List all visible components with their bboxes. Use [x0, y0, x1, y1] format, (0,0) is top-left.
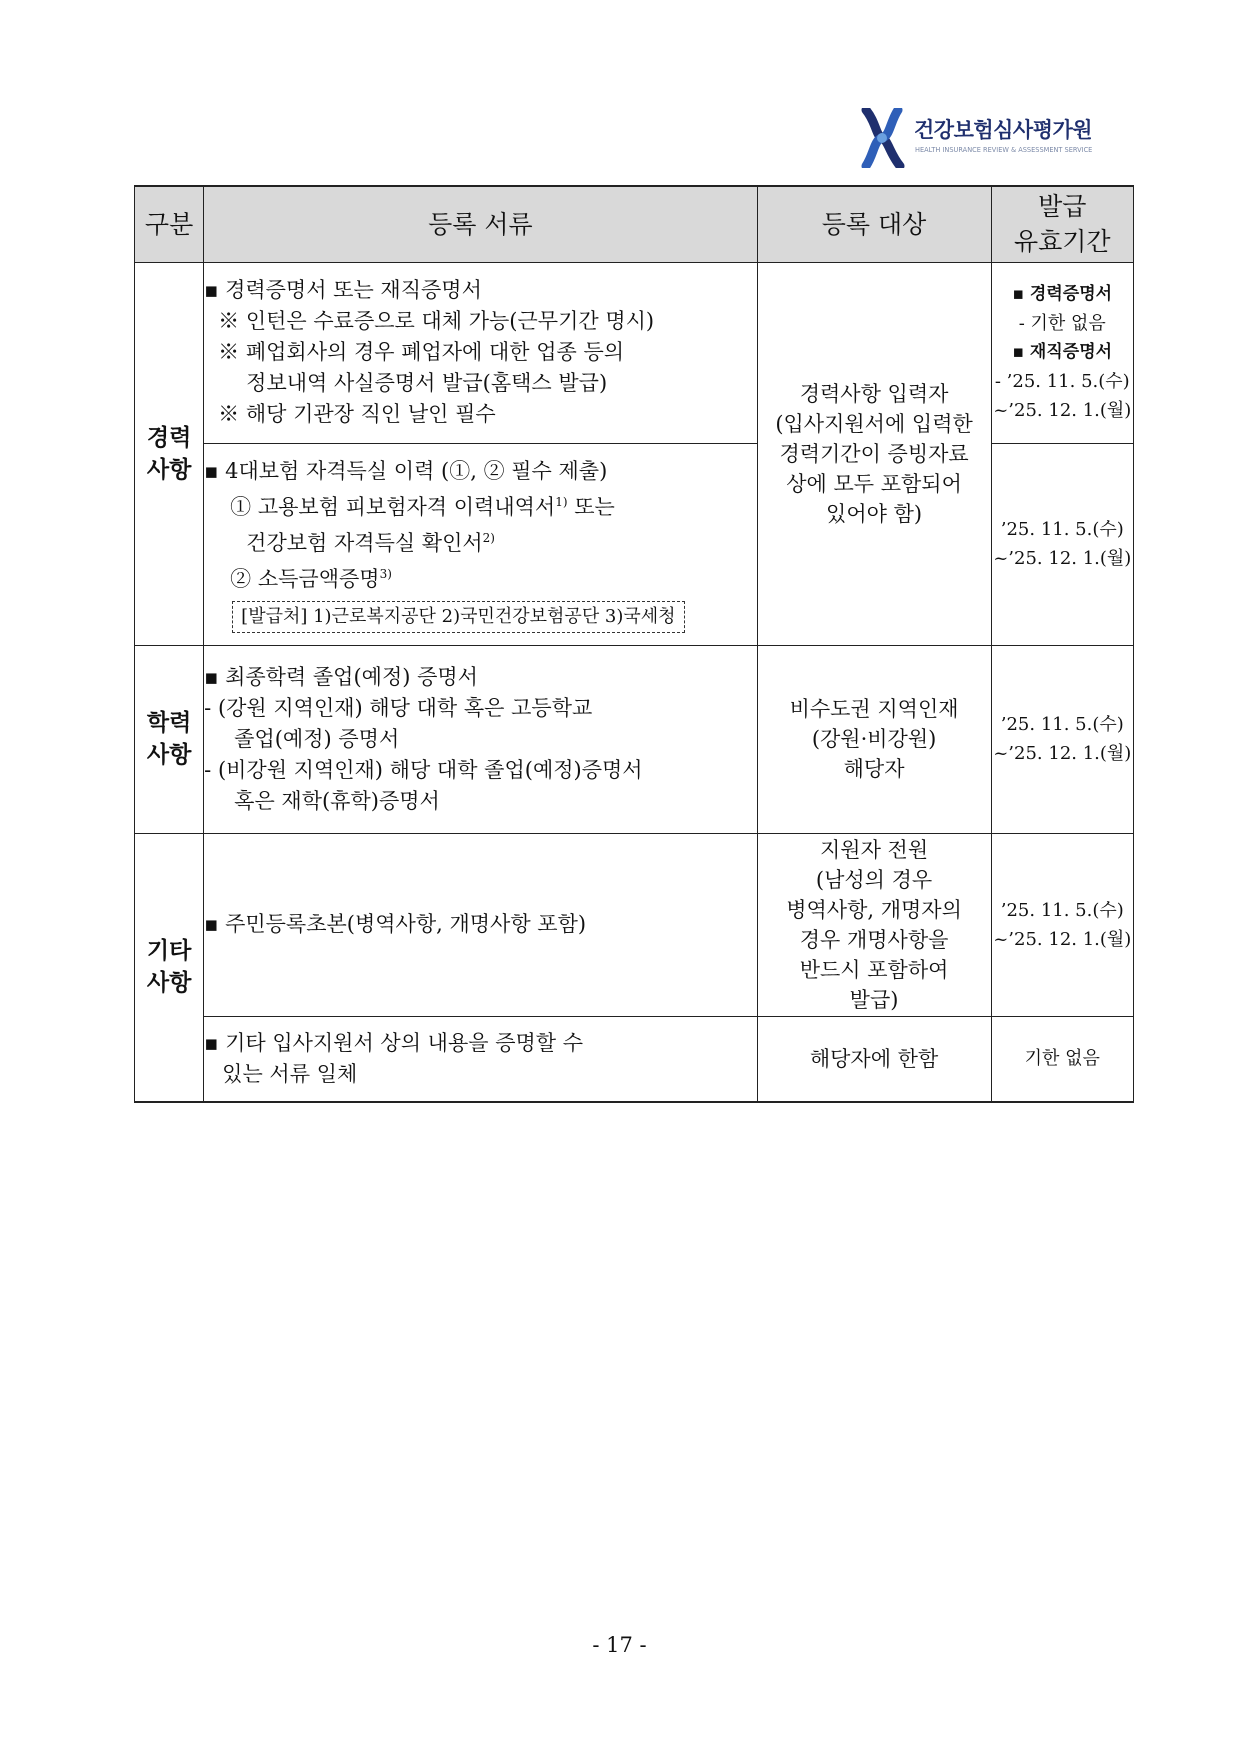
target-line: 해당자	[843, 757, 905, 781]
footnote-mark: 2)	[482, 530, 495, 545]
career-docs-2	[204, 443, 757, 645]
table-row-education	[135, 645, 1134, 833]
category-career-line1: 경력	[146, 424, 192, 451]
header-target: 등록 대상	[757, 186, 991, 262]
career-docs-1	[204, 262, 757, 443]
doc-note: ※ 해당 기관장 직인 날인 필수	[218, 402, 496, 426]
valid-line: ’25. 11. 5.(수)	[1000, 519, 1124, 540]
doc-text: ① 고용보험 피보험자격 이력내역서	[230, 494, 556, 519]
doc-note: 정보내역 사실증명서 발급(홈택스 발급)	[246, 371, 608, 395]
hira-logo-icon	[860, 108, 906, 168]
doc-note: ※ 폐업회사의 경우 폐업자에 대한 업종 등의	[218, 340, 625, 364]
doc-line: ▪ 4대보험 자격득실 이력 (①, ② 필수 제출)	[204, 458, 608, 483]
valid-line: ~’25. 12. 1.(월)	[993, 743, 1132, 764]
category-education-line2: 사항	[146, 742, 192, 768]
table-row-other-2	[135, 1016, 1134, 1102]
hira-logo	[860, 108, 1100, 170]
target-line: 경력기간이 증빙자료	[779, 441, 969, 466]
page-number: - 17 -	[592, 1633, 647, 1657]
doc-line	[204, 523, 756, 559]
doc-line: - (비강원 지역인재) 해당 대학 졸업(예정)증명서	[204, 757, 643, 782]
required-documents-table	[134, 185, 1134, 1103]
other-docs-1	[204, 833, 757, 1016]
target-line: 발급)	[849, 987, 899, 1012]
logo-name: 건강보험심사평가원	[914, 118, 1093, 142]
education-docs	[204, 645, 757, 833]
other-valid-2: 기한 없음	[991, 1016, 1133, 1102]
header-valid-line2: 유효기간	[1013, 227, 1111, 257]
valid-line: - 기한 없음	[1018, 313, 1106, 334]
valid-line: ▪ 재직증명서	[1012, 342, 1113, 362]
career-valid-2	[991, 443, 1133, 645]
doc-line: ▪ 최종학력 졸업(예정) 증명서	[204, 664, 478, 689]
valid-line: ’25. 11. 5.(수)	[1000, 899, 1124, 921]
table-header-row	[135, 186, 1134, 262]
header-category: 구분	[135, 186, 204, 262]
target-line: (입사지원서에 입력한	[775, 411, 973, 436]
other-target-1	[757, 833, 991, 1016]
target-line: 반드시 포함하여	[799, 957, 949, 982]
target-line: 지원자 전원	[820, 837, 929, 862]
doc-line: 혹은 재학(휴학)증명서	[234, 788, 440, 813]
target-line: 비수도권 지역인재	[789, 697, 959, 721]
header-valid-period	[991, 186, 1133, 262]
valid-line: - ’25. 11. 5.(수)	[994, 371, 1130, 392]
category-career	[135, 262, 204, 645]
doc-line: ▪ 주민등록초본(병역사항, 개명사항 포함)	[204, 912, 587, 936]
career-valid-1	[991, 262, 1133, 443]
doc-text: ② 소득금액증명	[230, 566, 380, 591]
doc-line: - (강원 지역인재) 해당 대학 혹은 고등학교	[204, 695, 593, 720]
other-target-2: 해당자에 한함	[757, 1016, 991, 1102]
target-line: 상에 모두 포함되어	[786, 471, 962, 496]
table-row-other-1	[135, 833, 1134, 1016]
category-career-line2: 사항	[146, 456, 192, 483]
doc-note: ※ 인턴은 수료증으로 대체 가능(근무기간 명시)	[218, 309, 655, 333]
valid-line: ~’25. 12. 1.(월)	[993, 548, 1132, 569]
footnote-mark: 3)	[379, 566, 392, 581]
logo-subtitle: HEALTH INSURANCE REVIEW & ASSESSMENT SERVICE	[915, 146, 1093, 154]
career-target	[757, 262, 991, 645]
target-line: 있어야 함)	[826, 501, 923, 526]
target-line: 경우 개명사항을	[799, 927, 949, 952]
category-education	[135, 645, 204, 833]
category-education-line1: 학력	[146, 710, 192, 736]
category-other-line1: 기타	[146, 938, 192, 965]
doc-text: 또는	[567, 494, 615, 519]
doc-line: 있는 서류 일체	[222, 1061, 358, 1086]
footnote-mark: 1)	[555, 494, 568, 509]
valid-line: ~’25. 12. 1.(월)	[993, 928, 1132, 950]
category-other-line2: 사항	[146, 970, 192, 997]
table-row-career-1	[135, 262, 1134, 443]
other-docs-2	[204, 1016, 757, 1102]
valid-line: ~’25. 12. 1.(월)	[993, 400, 1132, 421]
valid-line: ▪ 경력증명서	[1012, 284, 1113, 304]
target-line: (강원·비강원)	[811, 727, 937, 751]
doc-line	[204, 487, 756, 523]
header-documents: 등록 서류	[204, 186, 757, 262]
header-valid-line1: 발급	[1038, 192, 1087, 222]
doc-line: ▪ 기타 입사지원서 상의 내용을 증명할 수	[204, 1030, 584, 1055]
other-valid-1	[991, 833, 1133, 1016]
issuer-note: [발급처] 1)근로복지공단 2)국민건강보험공단 3)국세청	[232, 601, 684, 633]
doc-line: 졸업(예정) 증명서	[234, 726, 400, 751]
target-line: 병역사항, 개명자의	[786, 897, 962, 922]
target-line: (남성의 경우	[815, 867, 933, 892]
category-other	[135, 833, 204, 1102]
doc-text: 건강보험 자격득실 확인서	[246, 530, 483, 555]
doc-line: ▪ 경력증명서 또는 재직증명서	[204, 278, 482, 302]
doc-line	[204, 559, 756, 595]
target-line: 경력사항 입력자	[799, 381, 949, 406]
education-target	[757, 645, 991, 833]
education-valid	[991, 645, 1133, 833]
valid-line: ’25. 11. 5.(수)	[1000, 714, 1124, 735]
